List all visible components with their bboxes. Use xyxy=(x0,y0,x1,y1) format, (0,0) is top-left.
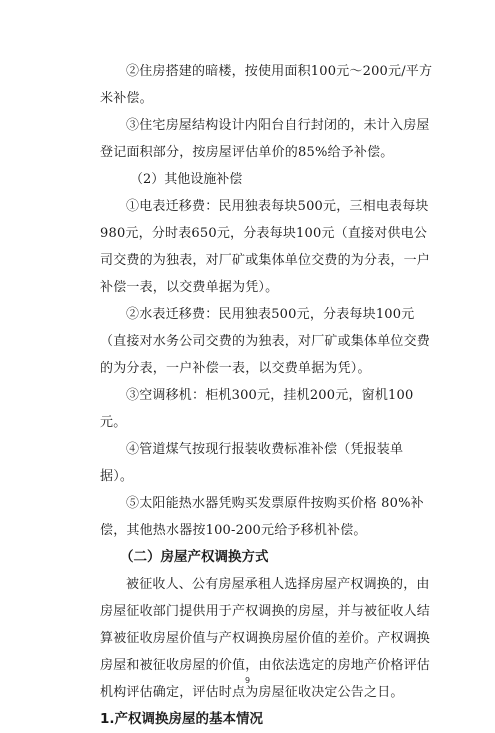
paragraph-balcony-compensation: ③住宅房屋结构设计内阳台自行封闭的，未计入房屋登记面积部分，按房屋评估单价的85%给予补偿。 xyxy=(100,118,430,160)
subheading-other-facilities: （2）其他设施补偿 xyxy=(130,172,243,187)
heading-property-exchange: （二）房屋产权调换方式 xyxy=(120,549,269,565)
heading-exchange-basics: 1.产权调换房屋的基本情况 xyxy=(100,711,264,727)
paragraph-air-conditioner: ③空调移机：柜机300元，挂机200元，窗机100元。 xyxy=(100,388,414,430)
paragraph-gas-pipe: ④管道煤气按现行报装收费标准补偿（凭报装单据）。 xyxy=(100,442,404,484)
paragraph-attic-compensation: ②住房搭建的暗楼，按使用面积100元～200元/平方米补偿。 xyxy=(100,64,433,106)
paragraph-water-heater: ⑤太阳能热水器凭购买发票原件按购买价格 80%补偿，其他热水器按100-200元给予移机补偿。 xyxy=(100,496,424,538)
paragraph-property-exchange-body: 被征收人、公有房屋承租人选择房屋产权调换的，由房屋征收部门提供用于产权调换的房屋，并与被征收人结算被征收房屋价值与产权调换房屋价值的差价。产权调换房屋和被征收房屋的价值，由依法选定的房地产价格评估机构评估确定，评估时点为房屋征收决定公告之日。 xyxy=(100,577,431,700)
paragraph-water-meter: ②水表迁移费：民用独表500元，分表每块100元（直接对水务公司交费的为独表，对厂矿或集体单位交费的为分表，一户补偿一表，以交费单据为凭）。 xyxy=(100,307,431,376)
page-number: 9 xyxy=(244,676,251,685)
paragraph-electric-meter: ①电表迁移费：民用独表每块500元，三相电表每块980元，分时表650元，分表每块100元（直接对供电公司交费的为独表，对厂矿或集体单位交费的为分表，一户补偿一表，以交费单据为凭）。 xyxy=(100,199,431,295)
